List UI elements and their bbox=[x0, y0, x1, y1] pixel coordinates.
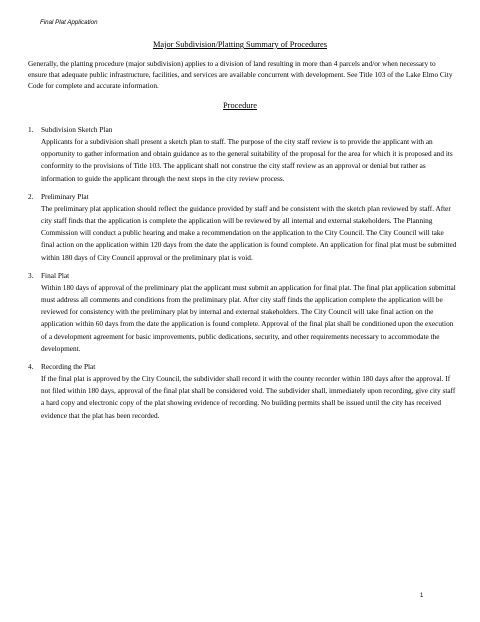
step-title: Subdivision Sketch Plan bbox=[41, 125, 113, 134]
step-number: 2. bbox=[28, 191, 34, 201]
step-title: Preliminary Plat bbox=[41, 191, 89, 201]
step-body: The preliminary plat application should reflect the guidance provided by staff and be consistent with the sketch plan reviewed by staff. After city staff finds that the application is complete the application will be reviewed by all internal and external stakeholders. The Planning Commission will conduct a public hearing and make a recommendation on the application to the City Council. The City Council will take final action on the application within 120 days from the date the application is found complete. An application for final plat must be submitted within 180 days of City Council approval or the preliminary plat is void. bbox=[41, 203, 457, 262]
page-header: Final Plat Application bbox=[40, 19, 98, 26]
step-recording-plat bbox=[28, 361, 458, 422]
step-body: Applicants for a subdivision shall present a sketch plan to staff. The purpose of the city staff review is to provide the applicant with an opportunity to gather information and obtain guidance as to the general suitability of the proposal for the area for which it is proposed and its conformity to the provisions of Title 103. The applicant shall not construe the city staff review as an approval or denial but rather as information to guide the applicant through the next steps in the city review process. bbox=[41, 137, 453, 183]
page-number: 1 bbox=[420, 593, 424, 599]
step-title: Final Plat bbox=[41, 270, 70, 280]
step-number: 4. bbox=[28, 362, 34, 372]
step-number: 1. bbox=[28, 125, 34, 134]
step-body: If the final plat is approved by the City Council, the subdivider shall record it with the county recorder within 180 days after the approval. If not filed within 180 days, approval of the final plat shall be considered void. The subdivider shall, immediately upon recording, give city staff a hard copy and electronic copy of the plat showing evidence of recording. No building permits shall be issued until the city has received evidence that the plat has been recorded. bbox=[41, 374, 456, 420]
document-title: Major Subdivision/Platting Summary of Procedures bbox=[152, 40, 327, 49]
step-final-plat bbox=[28, 270, 458, 355]
step-number: 3. bbox=[28, 270, 34, 280]
procedure-steps bbox=[28, 124, 458, 428]
step-preliminary-plat bbox=[28, 191, 458, 264]
step-sketch-plan bbox=[28, 124, 458, 185]
procedure-heading: Procedure bbox=[223, 101, 257, 110]
intro-paragraph: Generally, the platting procedure (major subdivision) applies to a division of land resulting in more than 4 parcels and/or when necessary to ensure that adequate public infrastructure, facilities, and services are available concurrent with development. See Title 103 of the Lake Elmo City Code for complete and accurate information. bbox=[28, 59, 453, 90]
step-title: Recording the Plat bbox=[41, 362, 96, 372]
step-body: Within 180 days of approval of the preliminary plat the applicant must submit an application for final plat. The final plat application submittal must address all comments and conditions from the preliminary plat. After city staff finds the application complete the application will be reviewed for consistency with the preliminary plat by internal and external stakeholders. The City Council will take final action on the application within 60 days from the date the application is found complete. Approval of the final plat shall be conditioned upon the execution of a development agreement for basic improvements, public dedications, security, and other requirements necessary to accommodate the development. bbox=[41, 282, 456, 353]
